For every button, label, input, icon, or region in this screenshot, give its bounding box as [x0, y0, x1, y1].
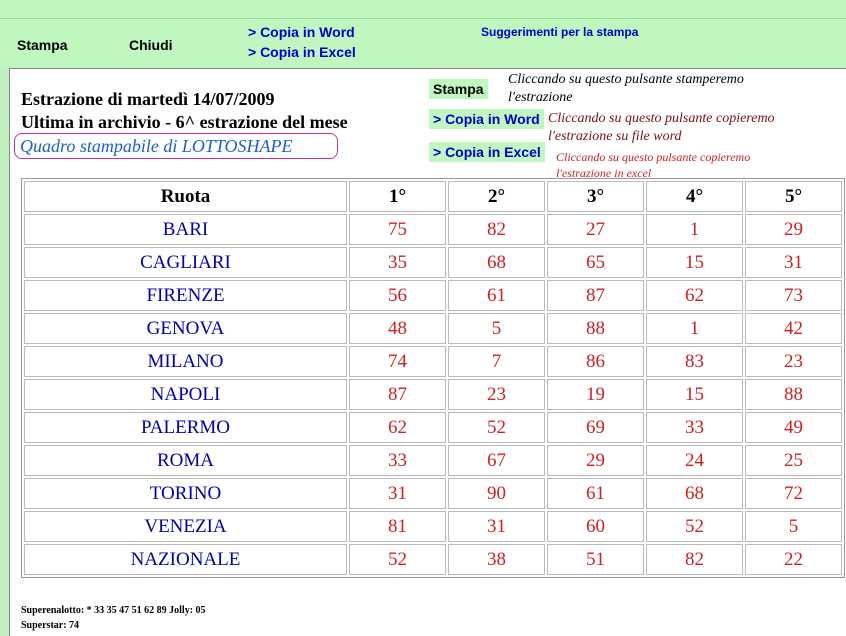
number-cell: 1	[646, 214, 743, 245]
print-panel	[9, 68, 846, 636]
number-cell: 27	[547, 214, 644, 245]
stampa-note-line1: Cliccando su questo pulsante stamperemo	[508, 72, 744, 87]
number-cell: 23	[745, 346, 842, 377]
ruota-cell: BARI	[24, 214, 347, 245]
number-cell: 73	[745, 280, 842, 311]
number-cell: 68	[448, 247, 545, 278]
superstar-text: Superstar: 74	[21, 620, 80, 631]
number-cell: 35	[349, 247, 446, 278]
number-cell: 1	[646, 313, 743, 344]
number-cell: 15	[646, 379, 743, 410]
number-cell: 5	[745, 511, 842, 542]
header-1: 1°	[349, 181, 446, 212]
word-note	[548, 110, 775, 146]
excel-note	[556, 149, 750, 181]
archive-subtitle: Ultima in archivio - 6^ estrazione del mese	[21, 112, 348, 132]
header-5: 5°	[745, 181, 842, 212]
number-cell: 87	[349, 379, 446, 410]
number-cell: 82	[448, 214, 545, 245]
number-cell: 86	[547, 346, 644, 377]
copia-word-link[interactable]: > Copia in Word	[248, 24, 355, 40]
number-cell: 42	[745, 313, 842, 344]
number-cell: 52	[349, 544, 446, 575]
number-cell: 38	[448, 544, 545, 575]
excel-note-line2: l'estrazione in excel	[556, 166, 652, 180]
table-row	[24, 511, 842, 542]
extraction-table	[21, 178, 845, 578]
word-note-line1: Cliccando su questo pulsante copieremo	[548, 111, 775, 126]
ruota-cell: NAPOLI	[24, 379, 347, 410]
header-4: 4°	[646, 181, 743, 212]
table-row	[24, 445, 842, 476]
ruota-cell: TORINO	[24, 478, 347, 509]
excel-note-line1: Cliccando su questo pulsante copieremo	[556, 150, 751, 164]
header-2: 2°	[448, 181, 545, 212]
stampa-button[interactable]: Stampa	[429, 79, 488, 99]
stampa-note-line2: l'estrazione	[508, 90, 573, 105]
table-row	[24, 412, 842, 443]
number-cell: 5	[448, 313, 545, 344]
number-cell: 65	[547, 247, 644, 278]
superenalotto-text: Superenalotto: * 33 35 47 51 62 89 Jolly: 05	[21, 605, 206, 616]
chiudi-menu-button[interactable]: Chiudi	[129, 37, 173, 53]
table-row	[24, 247, 842, 278]
table-row	[24, 313, 842, 344]
ruota-cell: PALERMO	[24, 412, 347, 443]
table-row	[24, 214, 842, 245]
number-cell: 52	[448, 412, 545, 443]
number-cell: 72	[745, 478, 842, 509]
number-cell: 87	[547, 280, 644, 311]
ruota-cell: GENOVA	[24, 313, 347, 344]
table-row	[24, 478, 842, 509]
suggerimenti-link[interactable]: Suggerimenti per la stampa	[481, 25, 639, 39]
number-cell: 23	[448, 379, 545, 410]
number-cell: 22	[745, 544, 842, 575]
header-3: 3°	[547, 181, 644, 212]
ruota-cell: FIRENZE	[24, 280, 347, 311]
number-cell: 61	[448, 280, 545, 311]
number-cell: 68	[646, 478, 743, 509]
copia-excel-link[interactable]: > Copia in Excel	[248, 44, 356, 60]
ruota-cell: ROMA	[24, 445, 347, 476]
draw-date-title: Estrazione di martedì 14/07/2009	[21, 89, 275, 109]
number-cell: 29	[547, 445, 644, 476]
number-cell: 33	[349, 445, 446, 476]
number-cell: 88	[547, 313, 644, 344]
number-cell: 52	[646, 511, 743, 542]
ruota-cell: MILANO	[24, 346, 347, 377]
number-cell: 62	[646, 280, 743, 311]
number-cell: 74	[349, 346, 446, 377]
number-cell: 69	[547, 412, 644, 443]
number-cell: 51	[547, 544, 644, 575]
number-cell: 60	[547, 511, 644, 542]
number-cell: 31	[448, 511, 545, 542]
number-cell: 25	[745, 445, 842, 476]
table-row	[24, 379, 842, 410]
ruota-cell: CAGLIARI	[24, 247, 347, 278]
number-cell: 15	[646, 247, 743, 278]
table-row	[24, 544, 842, 575]
number-cell: 29	[745, 214, 842, 245]
number-cell: 7	[448, 346, 545, 377]
number-cell: 48	[349, 313, 446, 344]
stampa-menu-button[interactable]: Stampa	[17, 37, 68, 53]
toolbar	[0, 0, 846, 68]
table-header-row	[24, 181, 842, 212]
number-cell: 33	[646, 412, 743, 443]
number-cell: 83	[646, 346, 743, 377]
word-note-line2: l'estrazione su file word	[548, 129, 682, 144]
number-cell: 31	[349, 478, 446, 509]
table-row	[24, 280, 842, 311]
number-cell: 82	[646, 544, 743, 575]
copia-word-button[interactable]: > Copia in Word	[429, 109, 544, 129]
number-cell: 56	[349, 280, 446, 311]
number-cell: 81	[349, 511, 446, 542]
number-cell: 61	[547, 478, 644, 509]
number-cell: 31	[745, 247, 842, 278]
ruota-cell: VENEZIA	[24, 511, 347, 542]
toolbar-divider	[0, 18, 846, 19]
number-cell: 67	[448, 445, 545, 476]
header-ruota: Ruota	[24, 181, 347, 212]
number-cell: 49	[745, 412, 842, 443]
quadro-stampabile-link[interactable]: Quadro stampabile di LOTTOSHAPE	[14, 133, 338, 159]
stampa-note	[508, 71, 744, 107]
ruota-cell: NAZIONALE	[24, 544, 347, 575]
number-cell: 19	[547, 379, 644, 410]
number-cell: 24	[646, 445, 743, 476]
number-cell: 90	[448, 478, 545, 509]
number-cell: 88	[745, 379, 842, 410]
table-row	[24, 346, 842, 377]
number-cell: 62	[349, 412, 446, 443]
number-cell: 75	[349, 214, 446, 245]
copia-excel-button[interactable]: > Copia in Excel	[429, 142, 545, 162]
